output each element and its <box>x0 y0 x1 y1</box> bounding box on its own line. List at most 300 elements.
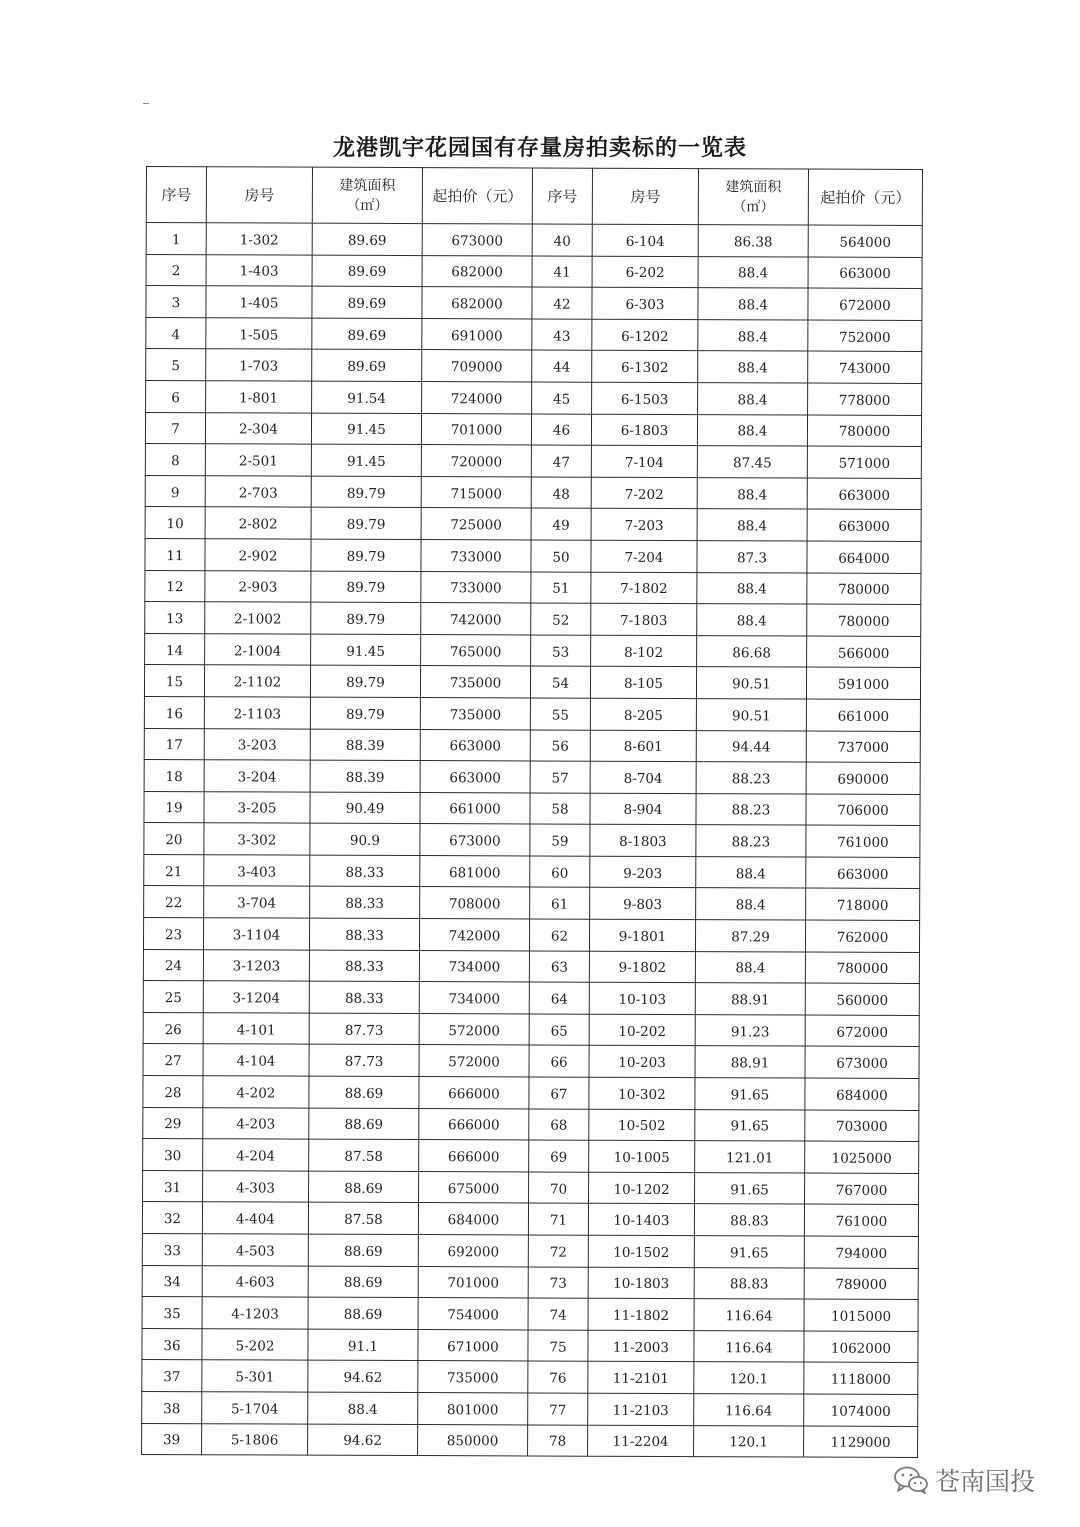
right-area-cell: 88.4 <box>698 319 808 351</box>
left-room-cell: 5-202 <box>202 1329 308 1361</box>
left-price-cell: 765000 <box>421 634 531 666</box>
table-row <box>145 444 921 479</box>
left-room-cell: 2-902 <box>205 539 311 571</box>
left-price-cell: 675000 <box>419 1171 529 1203</box>
right-room-cell: 10-1005 <box>589 1140 695 1172</box>
left-seq-cell: 32 <box>142 1202 202 1234</box>
left-room-cell: 3-205 <box>204 791 310 823</box>
left-room-cell: 3-204 <box>204 760 310 792</box>
left-price-cell: 708000 <box>420 887 530 919</box>
right-price-cell: 591000 <box>806 667 920 699</box>
right-area-cell: 88.83 <box>694 1267 804 1299</box>
right-area-cell: 91.65 <box>695 1109 805 1141</box>
left-room-cell: 1-703 <box>206 349 312 381</box>
right-room-cell: 8-904 <box>590 793 696 825</box>
header-room-right: 房号 <box>592 168 698 224</box>
left-room-cell: 1-403 <box>206 254 312 286</box>
right-seq-cell: 55 <box>530 698 590 730</box>
left-seq-cell: 27 <box>143 1044 203 1076</box>
right-room-cell: 11-2103 <box>588 1393 694 1425</box>
table-row <box>145 570 921 605</box>
right-room-cell: 8-601 <box>590 730 696 762</box>
left-seq-cell: 9 <box>145 475 205 507</box>
left-seq-cell: 3 <box>146 286 206 318</box>
left-price-cell: 701000 <box>418 1266 528 1298</box>
left-area-cell: 89.69 <box>312 350 422 382</box>
left-price-cell: 725000 <box>421 508 531 540</box>
right-price-cell: 1062000 <box>804 1331 918 1363</box>
right-room-cell: 7-1803 <box>591 603 697 635</box>
left-area-cell: 91.1 <box>308 1329 418 1361</box>
right-seq-cell: 77 <box>528 1393 588 1425</box>
left-area-cell: 91.54 <box>312 381 422 413</box>
left-room-cell: 4-203 <box>203 1107 309 1139</box>
table-row <box>146 223 922 258</box>
right-room-cell: 6-104 <box>592 224 698 256</box>
right-area-cell: 88.4 <box>698 256 808 288</box>
right-room-cell: 8-704 <box>590 761 696 793</box>
right-seq-cell: 46 <box>531 414 591 446</box>
left-seq-cell: 14 <box>145 633 205 665</box>
left-seq-cell: 23 <box>143 918 203 950</box>
header-area-unit: （㎡） <box>346 197 389 214</box>
right-price-cell: 737000 <box>806 731 920 763</box>
right-price-cell: 789000 <box>804 1268 918 1300</box>
right-room-cell: 10-1502 <box>588 1235 694 1267</box>
table-row <box>145 475 921 510</box>
right-seq-cell: 60 <box>530 856 590 888</box>
right-seq-cell: 61 <box>530 887 590 919</box>
left-room-cell: 4-603 <box>202 1265 308 1297</box>
left-price-cell: 850000 <box>418 1424 528 1456</box>
right-price-cell: 1118000 <box>804 1362 918 1394</box>
left-area-cell: 87.58 <box>308 1203 418 1235</box>
left-area-cell: 90.9 <box>310 823 420 855</box>
left-seq-cell: 25 <box>143 981 203 1013</box>
left-area-cell: 91.45 <box>311 444 421 476</box>
left-area-cell: 89.79 <box>311 507 421 539</box>
left-seq-cell: 37 <box>142 1360 202 1392</box>
left-area-cell: 88.33 <box>309 981 419 1013</box>
table-header-row <box>146 167 922 226</box>
left-area-cell: 90.49 <box>310 792 420 824</box>
right-room-cell: 8-205 <box>590 698 696 730</box>
left-area-cell: 88.69 <box>308 1234 418 1266</box>
right-area-cell: 88.4 <box>696 888 806 920</box>
left-area-cell: 88.39 <box>310 760 420 792</box>
table-row <box>144 760 920 795</box>
table-row <box>142 1391 918 1426</box>
right-seq-cell: 70 <box>529 1172 589 1204</box>
right-room-cell: 10-103 <box>589 982 695 1014</box>
left-seq-cell: 1 <box>146 223 206 255</box>
right-area-cell: 88.91 <box>695 983 805 1015</box>
left-seq-cell: 21 <box>144 854 204 886</box>
left-room-cell: 5-301 <box>202 1360 308 1392</box>
right-seq-cell: 68 <box>529 1109 589 1141</box>
right-price-cell: 664000 <box>807 541 921 573</box>
right-price-cell: 1025000 <box>805 1141 919 1173</box>
left-seq-cell: 6 <box>146 380 206 412</box>
left-room-cell: 3-1104 <box>203 918 309 950</box>
left-price-cell: 684000 <box>418 1203 528 1235</box>
left-room-cell: 2-903 <box>205 570 311 602</box>
left-price-cell: 742000 <box>419 919 529 951</box>
left-area-cell: 89.79 <box>311 602 421 634</box>
right-price-cell: 564000 <box>808 225 922 257</box>
right-area-cell: 88.4 <box>696 856 806 888</box>
right-seq-cell: 72 <box>528 1235 588 1267</box>
left-seq-cell: 38 <box>142 1391 202 1423</box>
right-room-cell: 6-202 <box>592 256 698 288</box>
left-room-cell: 3-302 <box>204 823 310 855</box>
left-room-cell: 3-203 <box>204 728 310 760</box>
left-price-cell: 742000 <box>421 603 531 635</box>
table-row <box>143 1170 919 1205</box>
right-room-cell: 9-1801 <box>589 919 695 951</box>
left-room-cell: 4-404 <box>202 1202 308 1234</box>
left-price-cell: 572000 <box>419 1045 529 1077</box>
left-room-cell: 4-104 <box>203 1044 309 1076</box>
table-row <box>142 1360 918 1395</box>
right-room-cell: 7-204 <box>591 540 697 572</box>
table-row <box>143 981 919 1016</box>
right-room-cell: 9-203 <box>590 856 696 888</box>
right-seq-cell: 45 <box>532 382 592 414</box>
left-price-cell: 701000 <box>421 413 531 445</box>
left-seq-cell: 26 <box>143 1012 203 1044</box>
right-area-cell: 87.3 <box>697 541 807 573</box>
right-price-cell: 663000 <box>808 257 922 289</box>
right-seq-cell: 58 <box>530 793 590 825</box>
left-area-cell: 94.62 <box>308 1361 418 1393</box>
table-row <box>146 349 922 384</box>
left-room-cell: 4-1203 <box>202 1297 308 1329</box>
right-room-cell: 8-105 <box>590 667 696 699</box>
right-seq-cell: 54 <box>530 666 590 698</box>
table-row <box>142 1233 918 1268</box>
right-price-cell: 672000 <box>805 1015 919 1047</box>
right-area-cell: 86.38 <box>698 225 808 257</box>
left-room-cell: 2-1004 <box>205 633 311 665</box>
left-area-cell: 87.58 <box>309 1139 419 1171</box>
left-seq-cell: 22 <box>144 886 204 918</box>
left-price-cell: 735000 <box>420 666 530 698</box>
left-area-cell: 89.69 <box>312 223 422 255</box>
table-row <box>144 823 920 858</box>
right-room-cell: 11-2003 <box>588 1330 694 1362</box>
left-seq-cell: 8 <box>145 444 205 476</box>
table-row <box>144 696 920 731</box>
right-price-cell: 752000 <box>808 320 922 352</box>
left-seq-cell: 29 <box>143 1107 203 1139</box>
left-area-cell: 88.69 <box>309 1076 419 1108</box>
left-price-cell: 754000 <box>418 1298 528 1330</box>
right-room-cell: 10-1202 <box>589 1172 695 1204</box>
table-row <box>142 1265 918 1300</box>
right-area-cell: 88.83 <box>694 1204 804 1236</box>
right-room-cell: 6-1803 <box>591 414 697 446</box>
table-row <box>146 380 922 415</box>
right-area-cell: 88.4 <box>697 414 807 446</box>
left-room-cell: 1-302 <box>206 223 312 255</box>
right-area-cell: 91.65 <box>694 1236 804 1268</box>
left-price-cell: 666000 <box>419 1077 529 1109</box>
left-seq-cell: 36 <box>142 1328 202 1360</box>
right-area-cell: 88.23 <box>696 762 806 794</box>
right-seq-cell: 59 <box>530 824 590 856</box>
right-room-cell: 8-102 <box>591 635 697 667</box>
left-seq-cell: 33 <box>142 1233 202 1265</box>
left-area-cell: 88.69 <box>308 1266 418 1298</box>
right-area-cell: 94.44 <box>696 730 806 762</box>
left-price-cell: 733000 <box>421 539 531 571</box>
left-seq-cell: 16 <box>144 696 204 728</box>
left-price-cell: 663000 <box>420 761 530 793</box>
left-room-cell: 4-503 <box>202 1234 308 1266</box>
table-row <box>145 507 921 542</box>
right-seq-cell: 52 <box>531 603 591 635</box>
table-container <box>141 166 923 1458</box>
left-seq-cell: 11 <box>145 538 205 570</box>
left-room-cell: 1-405 <box>206 286 312 318</box>
table-row <box>142 1328 918 1363</box>
left-price-cell: 661000 <box>420 792 530 824</box>
right-room-cell: 9-1802 <box>589 951 695 983</box>
left-seq-cell: 7 <box>145 412 205 444</box>
left-price-cell: 735000 <box>420 697 530 729</box>
left-area-cell: 88.69 <box>309 1171 419 1203</box>
right-price-cell: 778000 <box>808 383 922 415</box>
left-room-cell: 3-1204 <box>203 981 309 1013</box>
right-price-cell: 780000 <box>805 952 919 984</box>
right-price-cell: 718000 <box>806 889 920 921</box>
right-seq-cell: 73 <box>528 1267 588 1299</box>
right-area-cell: 88.4 <box>698 383 808 415</box>
table-row <box>143 949 919 984</box>
left-price-cell: 673000 <box>422 224 532 256</box>
table-row <box>144 886 920 921</box>
header-seq: 序号 <box>146 167 206 223</box>
left-area-cell: 88.33 <box>310 887 420 919</box>
left-seq-cell: 17 <box>144 728 204 760</box>
table-body <box>142 223 923 1458</box>
right-area-cell: 88.4 <box>697 509 807 541</box>
wechat-icon <box>893 1465 929 1495</box>
right-room-cell: 10-202 <box>589 1014 695 1046</box>
right-area-cell: 88.4 <box>698 351 808 383</box>
right-seq-cell: 49 <box>531 508 591 540</box>
right-price-cell: 672000 <box>808 288 922 320</box>
right-price-cell: 1074000 <box>804 1394 918 1426</box>
left-price-cell: 691000 <box>422 318 532 350</box>
left-seq-cell: 34 <box>142 1265 202 1297</box>
right-price-cell: 762000 <box>805 920 919 952</box>
left-seq-cell: 31 <box>143 1170 203 1202</box>
right-seq-cell: 42 <box>532 287 592 319</box>
left-seq-cell: 19 <box>144 791 204 823</box>
document-title: 龙港凯宇花园国有存量房拍卖标的一览表 <box>332 135 747 161</box>
left-seq-cell: 24 <box>143 949 203 981</box>
table-row <box>144 728 920 763</box>
right-seq-cell: 78 <box>528 1425 588 1457</box>
right-area-cell: 88.91 <box>695 1046 805 1078</box>
left-price-cell: 801000 <box>418 1393 528 1425</box>
left-price-cell: 733000 <box>421 571 531 603</box>
right-price-cell: 767000 <box>805 1173 919 1205</box>
right-area-cell: 88.4 <box>698 288 808 320</box>
left-seq-cell: 28 <box>143 1076 203 1108</box>
table-row <box>143 1076 919 1111</box>
left-price-cell: 735000 <box>418 1361 528 1393</box>
right-room-cell: 10-1803 <box>588 1267 694 1299</box>
right-room-cell: 8-1803 <box>590 824 696 856</box>
right-price-cell: 663000 <box>807 478 921 510</box>
right-seq-cell: 62 <box>529 919 589 951</box>
right-area-cell: 88.4 <box>697 604 807 636</box>
right-area-cell: 121.01 <box>695 1141 805 1173</box>
left-area-cell: 89.79 <box>310 665 420 697</box>
right-price-cell: 663000 <box>807 509 921 541</box>
left-room-cell: 5-1704 <box>202 1392 308 1424</box>
table-row <box>146 254 922 289</box>
left-area-cell: 89.69 <box>312 255 422 287</box>
right-price-cell: 690000 <box>806 762 920 794</box>
table-row <box>143 1044 919 1079</box>
right-area-cell: 120.1 <box>694 1425 804 1457</box>
left-seq-cell: 20 <box>144 823 204 855</box>
right-area-cell: 88.4 <box>697 572 807 604</box>
left-area-cell: 89.79 <box>311 476 421 508</box>
left-room-cell: 2-501 <box>205 444 311 476</box>
right-seq-cell: 40 <box>532 224 592 256</box>
right-room-cell: 11-2101 <box>588 1362 694 1394</box>
right-price-cell: 571000 <box>807 446 921 478</box>
left-room-cell: 4-101 <box>203 1013 309 1045</box>
right-area-cell: 91.23 <box>695 1014 805 1046</box>
header-area <box>312 167 422 223</box>
table-row <box>145 602 921 637</box>
table-row <box>142 1297 918 1332</box>
left-area-cell: 89.69 <box>312 318 422 350</box>
left-price-cell: 682000 <box>422 255 532 287</box>
left-area-cell: 88.33 <box>309 950 419 982</box>
table-row <box>146 317 922 352</box>
right-price-cell: 780000 <box>807 415 921 447</box>
right-seq-cell: 76 <box>528 1361 588 1393</box>
right-room-cell: 11-1802 <box>588 1298 694 1330</box>
left-area-cell: 88.33 <box>310 855 420 887</box>
table-row <box>144 791 920 826</box>
table-row <box>146 286 922 321</box>
right-price-cell: 743000 <box>808 351 922 383</box>
table-row <box>143 1107 919 1142</box>
left-area-cell: 88.33 <box>309 918 419 950</box>
left-room-cell: 3-403 <box>204 855 310 887</box>
right-room-cell: 10-502 <box>589 1109 695 1141</box>
right-room-cell: 7-203 <box>591 509 697 541</box>
right-seq-cell: 53 <box>531 635 591 667</box>
left-area-cell: 94.62 <box>308 1424 418 1456</box>
table-row <box>142 1423 918 1458</box>
right-price-cell: 1015000 <box>804 1299 918 1331</box>
right-area-cell: 120.1 <box>694 1362 804 1394</box>
left-price-cell: 720000 <box>421 445 531 477</box>
left-price-cell: 734000 <box>419 982 529 1014</box>
right-room-cell: 7-1802 <box>591 572 697 604</box>
right-room-cell: 10-1403 <box>588 1204 694 1236</box>
right-seq-cell: 63 <box>529 951 589 983</box>
right-price-cell: 794000 <box>804 1236 918 1268</box>
table-row <box>143 918 919 953</box>
right-seq-cell: 66 <box>529 1045 589 1077</box>
left-seq-cell: 30 <box>143 1139 203 1171</box>
left-room-cell: 2-1103 <box>204 697 310 729</box>
left-seq-cell: 13 <box>145 602 205 634</box>
left-area-cell: 87.73 <box>309 1045 419 1077</box>
right-area-cell: 88.4 <box>695 951 805 983</box>
left-price-cell: 715000 <box>421 476 531 508</box>
left-price-cell: 666000 <box>419 1140 529 1172</box>
left-price-cell: 663000 <box>420 729 530 761</box>
right-area-cell: 116.64 <box>694 1299 804 1331</box>
right-seq-cell: 74 <box>528 1298 588 1330</box>
right-area-cell: 86.68 <box>697 635 807 667</box>
right-area-cell: 87.29 <box>695 920 805 952</box>
right-seq-cell: 43 <box>532 319 592 351</box>
right-seq-cell: 41 <box>532 256 592 288</box>
right-price-cell: 1129000 <box>804 1426 918 1458</box>
right-price-cell: 780000 <box>807 573 921 605</box>
right-price-cell: 673000 <box>805 1046 919 1078</box>
left-price-cell: 709000 <box>422 350 532 382</box>
left-price-cell: 572000 <box>419 1013 529 1045</box>
right-seq-cell: 44 <box>532 350 592 382</box>
left-seq-cell: 12 <box>145 570 205 602</box>
left-seq-cell: 15 <box>144 665 204 697</box>
right-room-cell: 10-302 <box>589 1077 695 1109</box>
right-price-cell: 684000 <box>805 1078 919 1110</box>
left-area-cell: 91.45 <box>311 413 421 445</box>
right-price-cell: 761000 <box>804 1204 918 1236</box>
table-row <box>143 1012 919 1047</box>
right-price-cell: 780000 <box>807 604 921 636</box>
right-price-cell: 761000 <box>806 825 920 857</box>
table-row <box>142 1202 918 1237</box>
left-area-cell: 89.69 <box>312 286 422 318</box>
right-price-cell: 661000 <box>806 699 920 731</box>
table-row <box>143 1139 919 1174</box>
left-area-cell: 89.79 <box>311 539 421 571</box>
left-room-cell: 1-505 <box>206 318 312 350</box>
right-price-cell: 706000 <box>806 794 920 826</box>
left-area-cell: 89.79 <box>311 571 421 603</box>
header-area-label-right: 建筑面积 <box>725 178 782 195</box>
right-seq-cell: 48 <box>531 477 591 509</box>
left-room-cell: 3-704 <box>204 886 310 918</box>
left-seq-cell: 2 <box>146 254 206 286</box>
right-area-cell: 116.64 <box>694 1394 804 1426</box>
left-room-cell: 4-303 <box>203 1171 309 1203</box>
right-room-cell: 6-1302 <box>592 351 698 383</box>
left-area-cell: 91.45 <box>311 634 421 666</box>
table-row <box>145 633 921 668</box>
left-room-cell: 1-801 <box>206 381 312 413</box>
left-seq-cell: 39 <box>142 1423 202 1455</box>
header-room: 房号 <box>206 167 312 223</box>
right-seq-cell: 56 <box>530 729 590 761</box>
right-seq-cell: 50 <box>531 540 591 572</box>
